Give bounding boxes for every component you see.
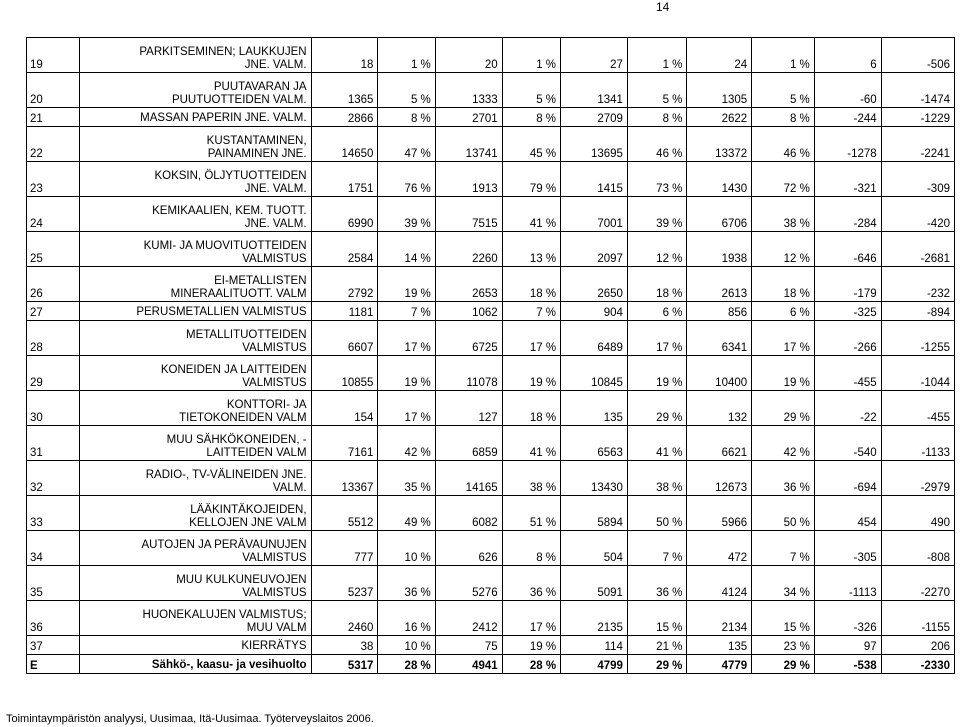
share-cell: 8 % [627,108,686,127]
row-name: PARKITSEMINEN; LAUKKUJEN JNE. VALM. [80,38,311,73]
share-cell: 10 % [378,636,435,655]
share-cell: 29 % [752,655,815,674]
value-cell: -284 [814,197,881,232]
row-code: 31 [27,426,80,461]
value-cell: -646 [814,232,881,267]
value-cell: 777 [311,531,378,566]
value-cell: 504 [561,531,628,566]
value-cell: -1113 [814,566,881,601]
share-cell: 7 % [378,302,435,321]
value-cell: -538 [814,655,881,674]
share-cell: 1 % [502,38,560,73]
row-name: HUONEKALUJEN VALMISTUS; MUU VALM [80,601,311,636]
value-cell: 13367 [311,461,378,496]
value-cell: 1751 [311,162,378,197]
table-row [27,302,955,321]
value-cell: 13430 [561,461,628,496]
value-cell: -2979 [881,461,954,496]
row-code: 19 [27,38,80,73]
share-cell: 19 % [502,356,560,391]
value-cell: -1229 [881,108,954,127]
value-cell: -309 [881,162,954,197]
row-name: MUU SÄHKÖKONEIDEN, - LAITTEIDEN VALM [80,426,311,461]
row-code: 20 [27,73,80,108]
value-cell: 6 [814,38,881,73]
value-cell: 24 [687,38,752,73]
value-cell: -266 [814,321,881,356]
value-cell: 13372 [687,127,752,162]
value-cell: -694 [814,461,881,496]
value-cell: 5237 [311,566,378,601]
value-cell: 5317 [311,655,378,674]
share-cell: 41 % [627,426,686,461]
share-cell: 46 % [752,127,815,162]
share-cell: 72 % [752,162,815,197]
value-cell: 2650 [561,267,628,302]
share-cell: 29 % [752,391,815,426]
value-cell: -1155 [881,601,954,636]
share-cell: 41 % [502,197,560,232]
value-cell: 5894 [561,496,628,531]
value-cell: -808 [881,531,954,566]
value-cell: -232 [881,267,954,302]
share-cell: 50 % [627,496,686,531]
share-cell: 5 % [378,73,435,108]
row-code: 29 [27,356,80,391]
value-cell: 154 [311,391,378,426]
share-cell: 12 % [752,232,815,267]
share-cell: 38 % [752,197,815,232]
row-name: EI-METALLISTEN MINERAALITUOTT. VALM [80,267,311,302]
row-name: MUU KULKUNEUVOJEN VALMISTUS [80,566,311,601]
share-cell: 46 % [627,127,686,162]
value-cell: 2701 [435,108,502,127]
share-cell: 38 % [627,461,686,496]
row-code: 21 [27,108,80,127]
share-cell: 38 % [502,461,560,496]
share-cell: 17 % [378,391,435,426]
row-name: AUTOJEN JA PERÄVAUNUJEN VALMISTUS [80,531,311,566]
value-cell: 7515 [435,197,502,232]
row-code: 25 [27,232,80,267]
share-cell: 35 % [378,461,435,496]
value-cell: 206 [881,636,954,655]
table-row [27,162,955,197]
value-cell: 1365 [311,73,378,108]
value-cell: -325 [814,302,881,321]
value-cell: 5512 [311,496,378,531]
share-cell: 28 % [502,655,560,674]
row-name: KONTTORI- JA TIETOKONEIDEN VALM [80,391,311,426]
share-cell: 6 % [752,302,815,321]
share-cell: 5 % [627,73,686,108]
value-cell: -420 [881,197,954,232]
table-row [27,636,955,655]
table-row [27,426,955,461]
share-cell: 21 % [627,636,686,655]
share-cell: 8 % [752,108,815,127]
row-name: KOKSIN, ÖLJYTUOTTEIDEN JNE. VALM. [80,162,311,197]
value-cell: -60 [814,73,881,108]
value-cell: 14165 [435,461,502,496]
share-cell: 23 % [752,636,815,655]
value-cell: 1415 [561,162,628,197]
row-code: 28 [27,321,80,356]
value-cell: 4124 [687,566,752,601]
value-cell: 13741 [435,127,502,162]
value-cell: 1181 [311,302,378,321]
row-name: LÄÄKINTÄKOJEIDEN, KELLOJEN JNE VALM [80,496,311,531]
row-name: PUUTAVARAN JA PUUTUOTTEIDEN VALM. [80,73,311,108]
share-cell: 45 % [502,127,560,162]
value-cell: -22 [814,391,881,426]
table-row [27,655,955,674]
value-cell: 6607 [311,321,378,356]
share-cell: 36 % [378,566,435,601]
share-cell: 18 % [627,267,686,302]
share-cell: 19 % [627,356,686,391]
value-cell: 6563 [561,426,628,461]
share-cell: 5 % [502,73,560,108]
value-cell: 1305 [687,73,752,108]
row-name: PERUSMETALLIEN VALMISTUS [80,302,311,321]
share-cell: 10 % [378,531,435,566]
row-code: 32 [27,461,80,496]
row-name: KUMI- JA MUOVITUOTTEIDEN VALMISTUS [80,232,311,267]
value-cell: 2260 [435,232,502,267]
row-name: Sähkö-, kaasu- ja vesihuolto [80,655,311,674]
value-cell: 1430 [687,162,752,197]
share-cell: 8 % [502,531,560,566]
share-cell: 36 % [502,566,560,601]
value-cell: 2866 [311,108,378,127]
share-cell: 19 % [378,356,435,391]
value-cell: 13695 [561,127,628,162]
table-row [27,232,955,267]
value-cell: 2460 [311,601,378,636]
table-row [27,496,955,531]
value-cell: -2330 [881,655,954,674]
value-cell: 10400 [687,356,752,391]
value-cell: 1333 [435,73,502,108]
value-cell: 2412 [435,601,502,636]
value-cell: 6990 [311,197,378,232]
value-cell: 6341 [687,321,752,356]
row-code: 30 [27,391,80,426]
share-cell: 15 % [752,601,815,636]
share-cell: 36 % [627,566,686,601]
industry-table [26,37,955,674]
share-cell: 17 % [502,601,560,636]
table-row [27,601,955,636]
value-cell: -326 [814,601,881,636]
table-row [27,531,955,566]
share-cell: 29 % [627,391,686,426]
value-cell: 132 [687,391,752,426]
value-cell: -2270 [881,566,954,601]
share-cell: 1 % [752,38,815,73]
value-cell: -1278 [814,127,881,162]
table-row [27,73,955,108]
table-row [27,127,955,162]
value-cell: -540 [814,426,881,461]
value-cell: 127 [435,391,502,426]
share-cell: 13 % [502,232,560,267]
share-cell: 19 % [378,267,435,302]
share-cell: 18 % [502,391,560,426]
row-code: 24 [27,197,80,232]
value-cell: 2613 [687,267,752,302]
share-cell: 15 % [627,601,686,636]
table-row [27,566,955,601]
share-cell: 19 % [502,636,560,655]
value-cell: 1062 [435,302,502,321]
value-cell: 2097 [561,232,628,267]
value-cell: -1255 [881,321,954,356]
share-cell: 1 % [378,38,435,73]
value-cell: -179 [814,267,881,302]
value-cell: 97 [814,636,881,655]
share-cell: 47 % [378,127,435,162]
share-cell: 7 % [752,531,815,566]
share-cell: 5 % [752,73,815,108]
value-cell: 135 [687,636,752,655]
value-cell: 14650 [311,127,378,162]
share-cell: 36 % [752,461,815,496]
value-cell: -2681 [881,232,954,267]
value-cell: 454 [814,496,881,531]
value-cell: 2792 [311,267,378,302]
share-cell: 12 % [627,232,686,267]
row-code: 34 [27,531,80,566]
value-cell: -506 [881,38,954,73]
value-cell: 2709 [561,108,628,127]
share-cell: 17 % [752,321,815,356]
share-cell: 19 % [752,356,815,391]
row-name: RADIO-, TV-VÄLINEIDEN JNE. VALM. [80,461,311,496]
row-code: 27 [27,302,80,321]
value-cell: 6621 [687,426,752,461]
row-code: 36 [27,601,80,636]
share-cell: 28 % [378,655,435,674]
value-cell: 7161 [311,426,378,461]
share-cell: 6 % [627,302,686,321]
value-cell: 472 [687,531,752,566]
value-cell: 5276 [435,566,502,601]
value-cell: 4799 [561,655,628,674]
value-cell: 1913 [435,162,502,197]
value-cell: -455 [814,356,881,391]
value-cell: 2653 [435,267,502,302]
value-cell: 20 [435,38,502,73]
value-cell: 904 [561,302,628,321]
value-cell: 2134 [687,601,752,636]
value-cell: 4941 [435,655,502,674]
value-cell: 10855 [311,356,378,391]
share-cell: 39 % [627,197,686,232]
table-row [27,38,955,73]
value-cell: -2241 [881,127,954,162]
row-name: KONEIDEN JA LAITTEIDEN VALMISTUS [80,356,311,391]
value-cell: 6082 [435,496,502,531]
value-cell: 114 [561,636,628,655]
share-cell: 51 % [502,496,560,531]
table-row [27,267,955,302]
value-cell: 856 [687,302,752,321]
share-cell: 17 % [627,321,686,356]
value-cell: 5091 [561,566,628,601]
value-cell: -1044 [881,356,954,391]
share-cell: 1 % [627,38,686,73]
value-cell: 1341 [561,73,628,108]
value-cell: -244 [814,108,881,127]
share-cell: 34 % [752,566,815,601]
share-cell: 50 % [752,496,815,531]
value-cell: 6725 [435,321,502,356]
share-cell: 73 % [627,162,686,197]
value-cell: -1133 [881,426,954,461]
footer-source: Toimintaympäristön analyysi, Uusimaa, Itä-Uusimaa. Työterveyslaitos 2006. [6,713,374,725]
table-row [27,356,955,391]
share-cell: 17 % [502,321,560,356]
value-cell: 626 [435,531,502,566]
value-cell: 11078 [435,356,502,391]
share-cell: 17 % [378,321,435,356]
value-cell: 10845 [561,356,628,391]
share-cell: 42 % [752,426,815,461]
share-cell: 79 % [502,162,560,197]
share-cell: 7 % [627,531,686,566]
value-cell: 6859 [435,426,502,461]
share-cell: 49 % [378,496,435,531]
share-cell: 8 % [378,108,435,127]
share-cell: 16 % [378,601,435,636]
value-cell: 6706 [687,197,752,232]
value-cell: 2135 [561,601,628,636]
value-cell: 27 [561,38,628,73]
value-cell: 4779 [687,655,752,674]
row-code: 33 [27,496,80,531]
row-code: 37 [27,636,80,655]
value-cell: 1938 [687,232,752,267]
row-code: 23 [27,162,80,197]
value-cell: -1474 [881,73,954,108]
share-cell: 41 % [502,426,560,461]
row-code: 26 [27,267,80,302]
value-cell: 135 [561,391,628,426]
row-code: 22 [27,127,80,162]
value-cell: -321 [814,162,881,197]
row-code: 35 [27,566,80,601]
row-name: KIERRÄTYS [80,636,311,655]
share-cell: 7 % [502,302,560,321]
value-cell: 18 [311,38,378,73]
row-name: MASSAN PAPERIN JNE. VALM. [80,108,311,127]
value-cell: 7001 [561,197,628,232]
row-name: KUSTANTAMINEN, PAINAMINEN JNE. [80,127,311,162]
share-cell: 39 % [378,197,435,232]
value-cell: 38 [311,636,378,655]
row-name: KEMIKAALIEN, KEM. TUOTT. JNE. VALM. [80,197,311,232]
row-name: METALLITUOTTEIDEN VALMISTUS [80,321,311,356]
value-cell: 2622 [687,108,752,127]
share-cell: 18 % [502,267,560,302]
share-cell: 42 % [378,426,435,461]
share-cell: 14 % [378,232,435,267]
value-cell: 490 [881,496,954,531]
share-cell: 8 % [502,108,560,127]
value-cell: -894 [881,302,954,321]
row-code: E [27,655,80,674]
value-cell: -455 [881,391,954,426]
share-cell: 29 % [627,655,686,674]
value-cell: 2584 [311,232,378,267]
page-number: 14 [656,0,670,14]
table-body [27,38,955,674]
table-row [27,108,955,127]
table-row [27,197,955,232]
value-cell: 12673 [687,461,752,496]
value-cell: 75 [435,636,502,655]
table-row [27,321,955,356]
table-row [27,461,955,496]
share-cell: 18 % [752,267,815,302]
value-cell: 5966 [687,496,752,531]
value-cell: 6489 [561,321,628,356]
value-cell: -305 [814,531,881,566]
table-row [27,391,955,426]
share-cell: 76 % [378,162,435,197]
